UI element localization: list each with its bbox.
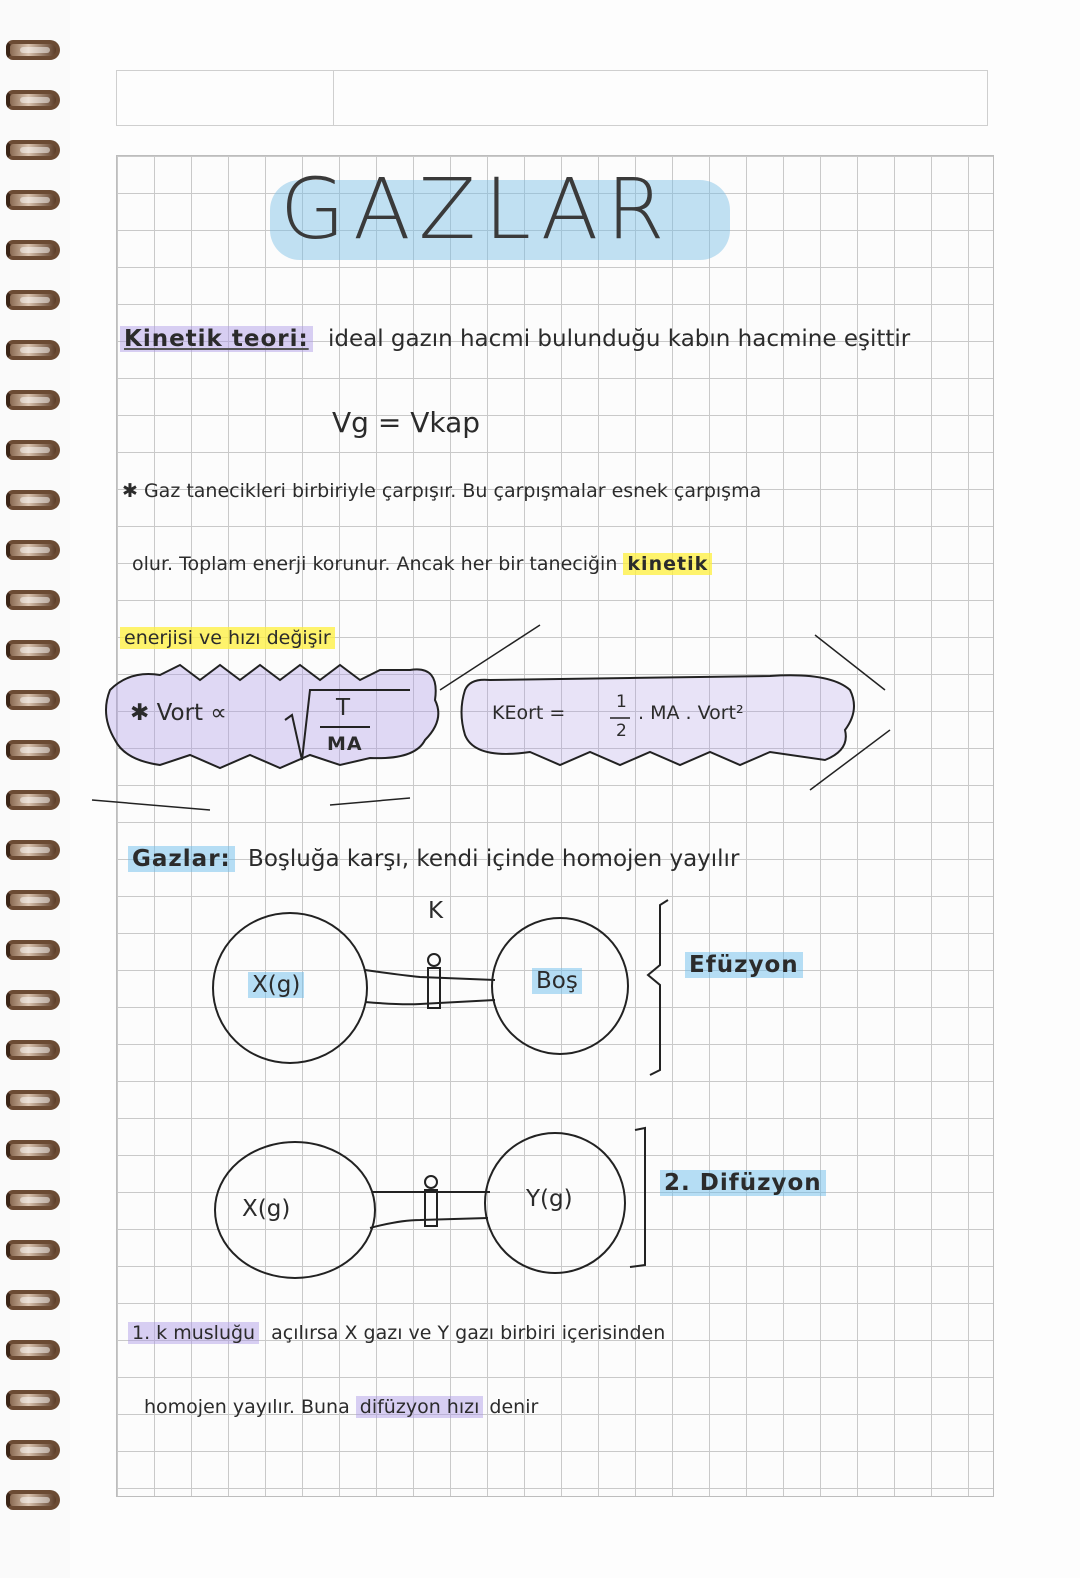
spiral-ring [6,40,60,60]
spiral-ring [6,390,60,410]
page-title: GAZLAR [280,160,673,258]
efusion-text: Efüzyon [685,952,803,978]
spiral-ring [6,790,60,810]
spiral-ring [6,1190,60,1210]
bottom-line-1 [128,1322,665,1344]
ke-frac-den: 2 [616,721,627,741]
spiral-ring [6,1290,60,1310]
spiral-ring [6,1040,60,1060]
diffusion-label [660,1170,826,1196]
diagram2-left-flask [215,1142,375,1278]
gases-text: Boşluğa karşı, kendi içinde homojen yayılır [248,846,740,872]
diagram1-valve [428,968,440,1008]
spiral-ring [6,690,60,710]
diagram2-right-label: Y(g) [526,1186,573,1212]
diagram1-right-label [532,968,582,994]
kinetic-text: ideal gazın hacmi bulunduğu kabın hacmine eşittir [328,326,911,352]
collision-line-2a: olur. Toplam enerji korunur. Ancak her bir taneciğin [132,553,618,575]
diagram1-valve-knob [428,954,440,966]
underline-mid [330,798,410,805]
notebook-page [70,0,1080,1578]
spiral-ring [6,1490,60,1510]
gases-line [128,846,739,872]
spiral-binding [0,0,70,1578]
bottom-line-2c: denir [489,1396,539,1418]
kinetic-label: Kinetik teori: [120,326,313,352]
spiral-ring [6,140,60,160]
diffusion-text: 2. Difüzyon [660,1170,826,1196]
diagram2-bracket [630,1128,645,1267]
spiral-ring [6,1390,60,1410]
spiral-ring [6,1240,60,1260]
efusion-label [685,952,803,978]
spiral-ring [6,240,60,260]
spiral-ring [6,1340,60,1360]
diagram2-valve-knob [425,1176,437,1188]
spiral-ring [6,640,60,660]
bottom-line-1a: 1. k musluğu [128,1322,259,1344]
diagram2-left-label: X(g) [242,1196,291,1222]
diagram1-left-text: X(g) [248,972,304,998]
spiral-ring [6,1440,60,1460]
speed-formula-denominator: MA [327,733,363,755]
spiral-ring [6,540,60,560]
bottom-line-1b: açılırsa X gazı ve Y gazı birbiri içerisinden [271,1322,666,1344]
collision-line-3-text: enerjisi ve hızı değişir [120,627,335,649]
kinetik-highlight: kinetik [623,553,712,575]
bottom-line-2a: homojen yayılır. Buna [144,1396,350,1418]
bottom-line-2b: difüzyon hızı [356,1396,484,1418]
speed-formula-numerator: T [336,695,351,721]
spiral-ring [6,1140,60,1160]
ke-frac-num: 1 [616,692,627,712]
spiral-ring [6,1090,60,1110]
valve-label-k: K [428,898,444,924]
volume-formula: Vg = Vkap [332,406,480,439]
spiral-ring [6,190,60,210]
diagram1-left-label [248,972,304,998]
spiral-ring [6,90,60,110]
spiral-ring [6,890,60,910]
spiral-ring [6,990,60,1010]
spiral-ring [6,440,60,460]
spiral-ring [6,740,60,760]
spiral-ring [6,940,60,960]
diagram1-right-text: Boş [532,968,582,994]
diagram1-tube-bottom [365,1000,495,1004]
spiral-ring [6,340,60,360]
spiral-ring [6,840,60,860]
gases-label: Gazlar: [128,846,235,872]
diagram1-tube-top [365,970,495,980]
collision-line-1: ✱ Gaz tanecikleri birbiriyle çarpışır. Bu çarpışmalar esnek çarpışma [122,480,762,502]
bottom-line-2 [144,1396,538,1418]
ke-formula-lhs: KEort = [492,702,566,724]
ke-formula-rhs: . MA . Vort² [638,702,744,724]
diagram1-brace [648,900,668,1075]
speed-formula-prefix: ✱ Vort ∝ [130,700,227,726]
underline-left [92,800,210,810]
spiral-ring [6,290,60,310]
spiral-ring [6,490,60,510]
spiral-ring [6,590,60,610]
